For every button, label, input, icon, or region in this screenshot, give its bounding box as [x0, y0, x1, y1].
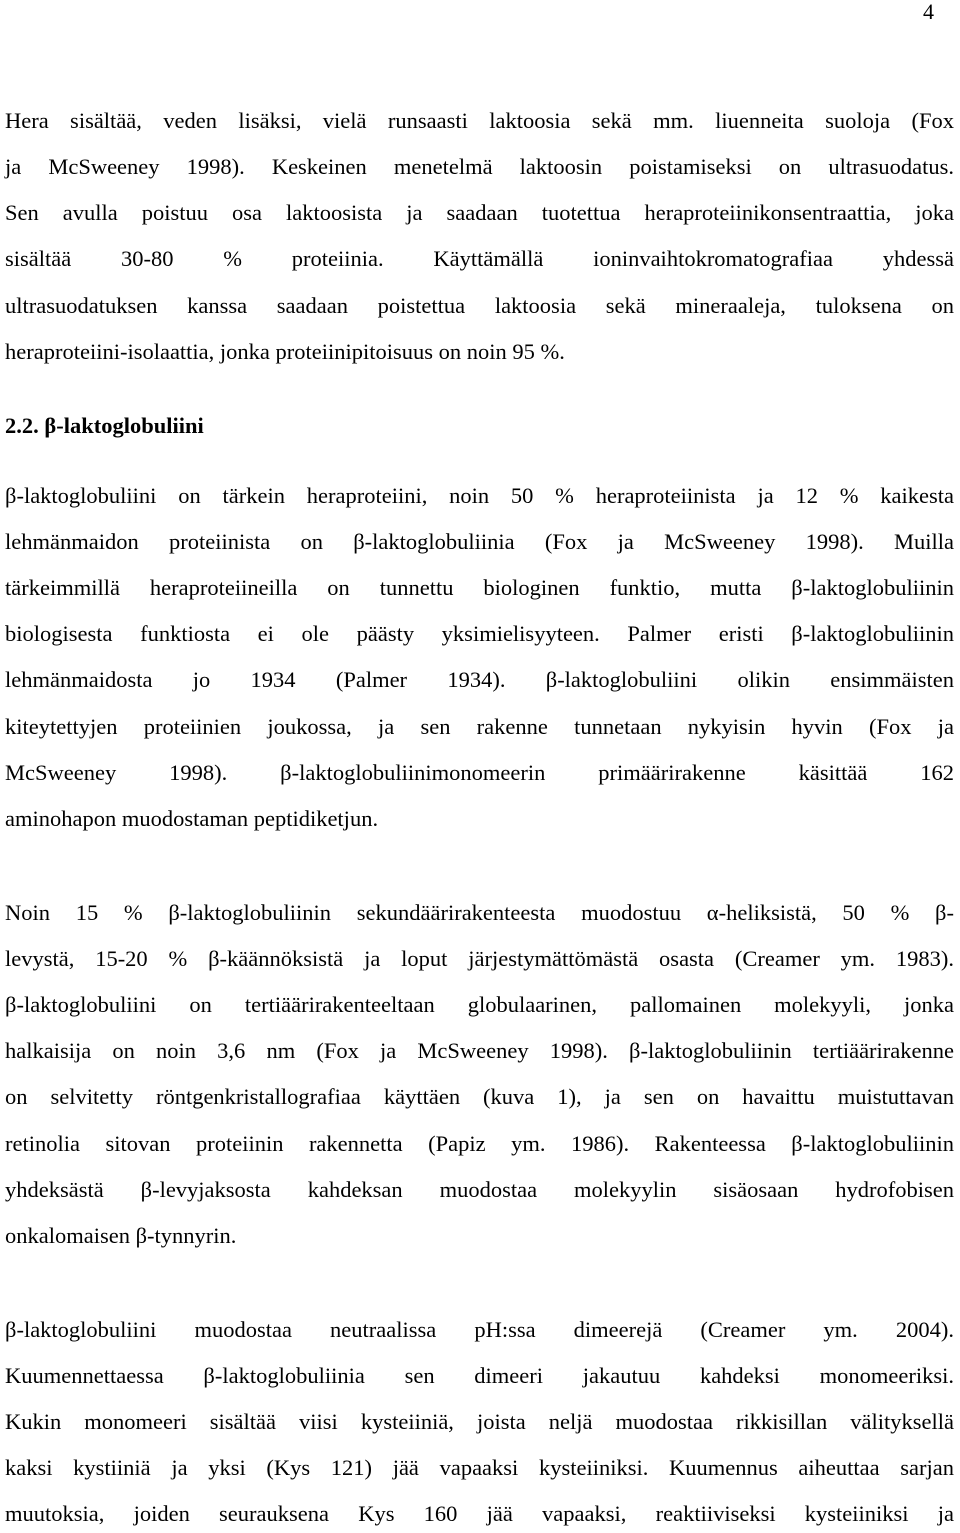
- text-line: biologisesta funktiosta ei ole päästy yksimielisyyteen. Palmer eristi β-laktoglobuliinin: [5, 621, 954, 646]
- text-line: ja McSweeney 1998). Keskeinen menetelmä laktoosin poistamiseksi on ultrasuodatus.: [5, 154, 954, 179]
- text-line: on selvitetty röntgenkristallografiaa käyttäen (kuva 1), ja sen on havaittu muistuttavan: [5, 1084, 954, 1109]
- text-line: muutoksia, joiden seurauksena Kys 160 jää vapaaksi, reaktiiviseksi kysteiiniksi ja: [5, 1501, 954, 1526]
- text-line: Hera sisältää, veden lisäksi, vielä runsaasti laktoosia sekä mm. liuenneita suoloja (Fox: [5, 108, 954, 133]
- text-line: Sen avulla poistuu osa laktoosista ja saadaan tuotettua heraproteiinikonsentraattia, joka: [5, 200, 954, 225]
- text-line: β-laktoglobuliini muodostaa neutraalissa pH:ssa dimeerejä (Creamer ym. 2004).: [5, 1317, 954, 1342]
- text-line: McSweeney 1998). β-laktoglobuliinimonomeerin primäärirakenne käsittää 162: [5, 760, 954, 785]
- text-line: ultrasuodatuksen kanssa saadaan poistettua laktoosia sekä mineraaleja, tuloksena on: [5, 293, 954, 318]
- text-line: β-laktoglobuliini on tertiäärirakenteeltaan globulaarinen, pallomainen molekyyli, jonka: [5, 992, 954, 1017]
- text-line: Kukin monomeeri sisältää viisi kysteiiniä, joista neljä muodostaa rikkisillan välityksellä: [5, 1409, 954, 1434]
- text-line: lehmänmaidosta jo 1934 (Palmer 1934). β-laktoglobuliini olikin ensimmäisten: [5, 667, 954, 692]
- text-line: kaksi kystiiniä ja yksi (Kys 121) jää vapaaksi kysteiiniksi. Kuumennus aiheuttaa sarjan: [5, 1455, 954, 1480]
- text-line: heraproteiini-isolaattia, jonka proteiinipitoisuus on noin 95 %.: [5, 339, 565, 364]
- text-line: levystä, 15-20 % β-käännöksistä ja loput järjestymättömästä osasta (Creamer ym. 1983).: [5, 946, 954, 971]
- section-heading: 2.2. β-laktoglobuliini: [5, 413, 204, 438]
- text-line: tärkeimmillä heraproteiineilla on tunnettu biologinen funktio, mutta β-laktoglobuliinin: [5, 575, 954, 600]
- text-line: β-laktoglobuliini on tärkein heraproteiini, noin 50 % heraproteiinista ja 12 % kaikesta: [5, 483, 954, 508]
- text-line: Kuumennettaessa β-laktoglobuliinia sen dimeeri jakautuu kahdeksi monomeeriksi.: [5, 1363, 954, 1388]
- text-line: halkaisija on noin 3,6 nm (Fox ja McSweeney 1998). β-laktoglobuliinin tertiäärirakenne: [5, 1038, 954, 1063]
- text-line: yhdeksästä β-levyjaksosta kahdeksan muodostaa molekyylin sisäosaan hydrofobisen: [5, 1177, 954, 1202]
- page-number: 4: [923, 0, 934, 24]
- text-line: aminohapon muodostaman peptidiketjun.: [5, 806, 379, 831]
- text-line: retinolia sitovan proteiinin rakennetta (Papiz ym. 1986). Rakenteessa β-laktoglobuliinin: [5, 1131, 954, 1156]
- text-line: Noin 15 % β-laktoglobuliinin sekundäärirakenteesta muodostuu α-heliksistä, 50 % β-: [5, 900, 954, 925]
- text-line: lehmänmaidon proteiinista on β-laktoglobuliinia (Fox ja McSweeney 1998). Muilla: [5, 529, 954, 554]
- text-line: sisältää 30-80 % proteiinia. Käyttämällä ioninvaihtokromatografiaa yhdessä: [5, 246, 954, 271]
- text-line: kiteytettyjen proteiinien joukossa, ja sen rakenne tunnetaan nykyisin hyvin (Fox ja: [5, 714, 954, 739]
- text-line: onkalomaisen β-tynnyrin.: [5, 1223, 237, 1248]
